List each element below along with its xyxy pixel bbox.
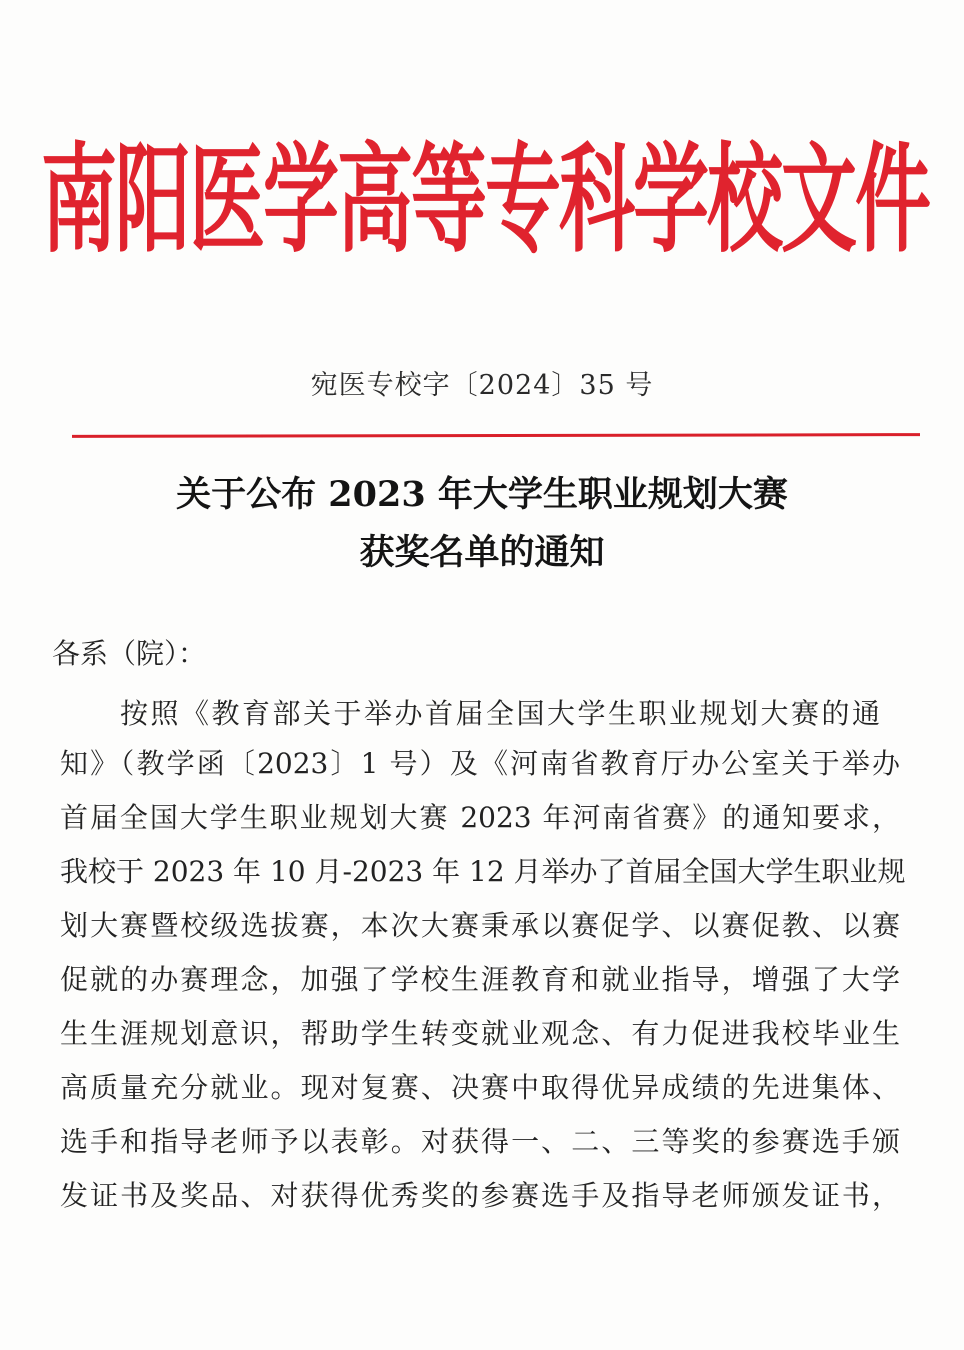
body-line-9: 选手和指导老师予以表彰。对获得一、二、三等奖的参赛选手颁 — [60, 1125, 900, 1158]
body-line-8: 高质量充分就业。现对复赛、决赛中取得优异成绩的先进集体、 — [60, 1071, 900, 1104]
body-line-4: 我校于 2023 年 10 月-2023 年 12 月举办了首届全国大学生职业规 — [60, 855, 906, 888]
body-line-5: 划大赛暨校级选拔赛，本次大赛秉承以赛促学、以赛促教、以赛 — [60, 909, 900, 942]
body-line-10: 发证书及奖品、对获得优秀奖的参赛选手及指导老师颁发证书， — [60, 1179, 900, 1212]
red-separator-line — [72, 433, 920, 438]
issuer-masthead: 南阳医学高等专科学校文件 — [41, 130, 929, 269]
salutation: 各系（院）： — [52, 637, 207, 670]
notice-title — [0, 466, 964, 582]
document-number: 宛医专校字〔2024〕35 号 — [310, 370, 654, 401]
body-line-7: 生生涯规划意识，帮助学生转变就业观念、有力促进我校毕业生 — [60, 1017, 900, 1050]
body-line-6: 促就的办赛理念，加强了学校生涯教育和就业指导，增强了大学 — [60, 963, 900, 996]
body-line-3: 首届全国大学生职业规划大赛 2023 年河南省赛》的通知要求， — [60, 801, 900, 834]
body-line-1: 按照《教育部关于举办首届全国大学生职业规划大赛的通 — [120, 697, 880, 730]
body-line-2: 知》（教学函〔2023〕1 号）及《河南省教育厅办公室关于举办 — [60, 747, 900, 780]
notice-title-line-1: 关于公布 2023 年大学生职业规划大赛 — [176, 474, 788, 515]
notice-title-line-2: 获奖名单的通知 — [359, 532, 605, 573]
